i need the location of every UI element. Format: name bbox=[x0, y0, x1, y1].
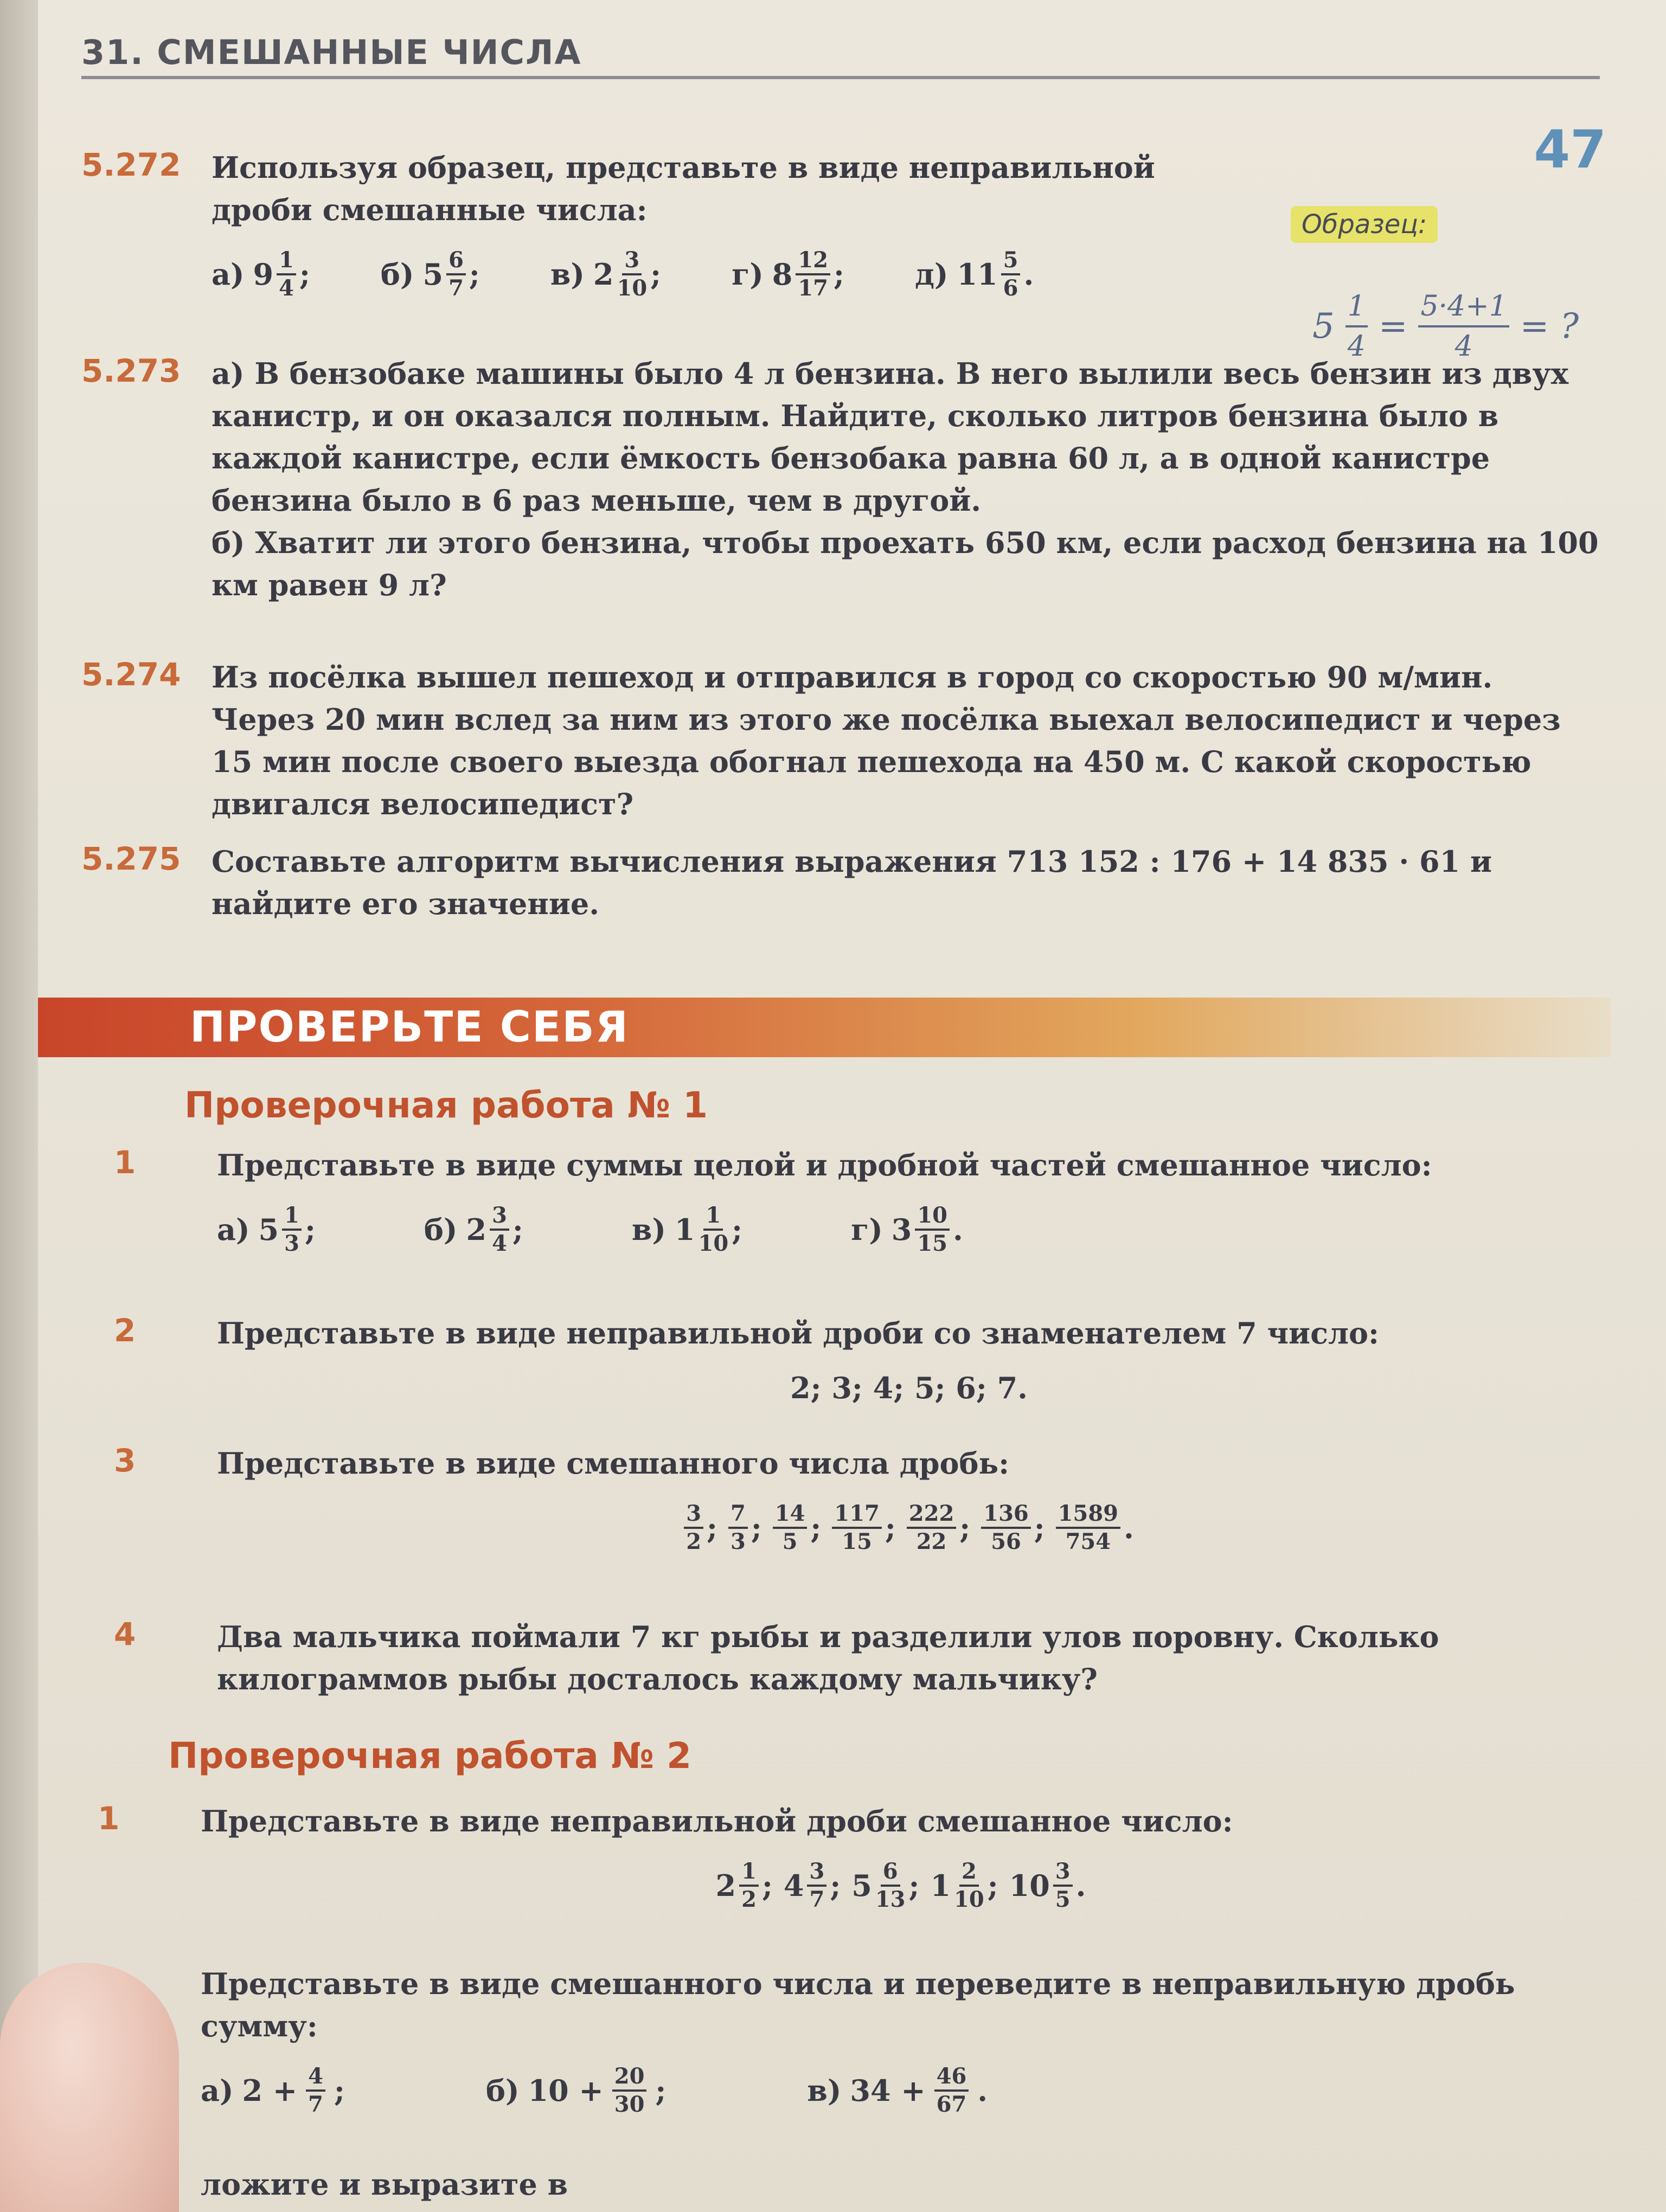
problem-text: Из посёлка вышел пешеход и отправился в город со скоростью 90 м/мин. Через 20 мин вслед за ним из этого же посёлка выехал велосипедист и через 15 мин после своего выезда обогнал пешехода на 450 м. С какой скоростью двигался велосипедист? bbox=[212, 660, 1561, 821]
sum-item bbox=[486, 2063, 666, 2118]
mixed-number bbox=[957, 247, 1034, 301]
item bbox=[732, 247, 844, 301]
item bbox=[217, 1203, 316, 1257]
fraction-item bbox=[907, 1501, 970, 1555]
denominator: 3 bbox=[284, 1231, 299, 1256]
item-label: в) bbox=[631, 1212, 666, 1247]
separator: ; bbox=[655, 2073, 667, 2108]
task-line: 2; 3; 4; 5; 6; 7. bbox=[790, 1371, 1028, 1405]
mixed-number bbox=[716, 1859, 773, 1913]
fraction bbox=[773, 1501, 808, 1555]
problem-number: 5.274 bbox=[81, 656, 181, 693]
numerator: 46 bbox=[934, 2063, 969, 2092]
task-text: Представьте в виде смешанного числа дробь: bbox=[217, 1446, 1010, 1481]
task-number: 1 bbox=[98, 1800, 120, 1837]
whole-part: 3 bbox=[891, 1212, 912, 1247]
sum-expression: 10 + bbox=[528, 2073, 604, 2108]
task-text: Представьте в виде суммы целой и дробной частей смешанное число: bbox=[217, 1148, 1432, 1182]
banner-title: ПРОВЕРЬТЕ СЕБЯ bbox=[190, 1003, 629, 1052]
mixed-number bbox=[259, 1203, 316, 1257]
sample-result: = ? bbox=[1520, 306, 1579, 346]
problem-text: Используя образец, представьте в виде неправильной дроби смешанные числа: bbox=[212, 150, 1155, 227]
numerator: 136 bbox=[981, 1501, 1031, 1529]
numerator: 3 bbox=[684, 1501, 703, 1529]
fraction-item bbox=[1056, 1501, 1134, 1555]
separator: ; bbox=[707, 1510, 717, 1545]
sum-item bbox=[201, 2063, 345, 2118]
sample-whole: 5 bbox=[1312, 306, 1335, 346]
problem-5-273 bbox=[81, 352, 1601, 606]
task-items bbox=[217, 1203, 1601, 1257]
numerator: 1589 bbox=[1056, 1501, 1120, 1529]
denominator: 2 bbox=[741, 1887, 757, 1912]
running-head: 31. СМЕШАННЫЕ ЧИСЛА bbox=[81, 33, 582, 72]
whole-part: 8 bbox=[772, 257, 793, 292]
fraction bbox=[907, 1501, 957, 1555]
numerator: 117 bbox=[832, 1501, 882, 1529]
fraction bbox=[796, 247, 830, 301]
denominator: 7 bbox=[308, 2092, 324, 2117]
test1-title: Проверочная работа № 1 bbox=[184, 1084, 708, 1126]
fraction bbox=[684, 1501, 703, 1555]
finger-overlay bbox=[0, 1963, 179, 2212]
numerator: 14 bbox=[773, 1501, 808, 1529]
separator: . bbox=[1075, 1868, 1086, 1903]
task-text: Два мальчика поймали 7 кг рыбы и разделили улов поровну. Сколько килограммов рыбы досталось каждому мальчику? bbox=[217, 1619, 1439, 1696]
fraction-item bbox=[684, 1501, 717, 1555]
sample-result-fraction: $\frac{5\cdot 4+1}{4}$ bbox=[1418, 287, 1509, 365]
item bbox=[212, 247, 310, 301]
fraction bbox=[306, 2063, 325, 2118]
separator: ; bbox=[732, 1212, 743, 1247]
separator: . bbox=[1124, 1510, 1134, 1545]
whole-part: 2 bbox=[593, 257, 614, 292]
item-label: б) bbox=[424, 1212, 458, 1247]
numerator: 2 bbox=[959, 1859, 979, 1887]
numerator: 3 bbox=[1053, 1859, 1073, 1887]
separator: ; bbox=[751, 1510, 762, 1545]
numerator: 1 bbox=[277, 247, 296, 275]
numerator: 3 bbox=[622, 247, 642, 275]
problem-text-a: а) В бензобаке машины было 4 л бензина. В него вылили весь бензин из двух канистр, и он оказался полным. Найдите, сколько литров бензина было в каждой канистре, если ёмкость бензобака равна 60 л, а в одной канистре бензина было в 6 раз меньше, чем в другой. bbox=[212, 356, 1569, 518]
separator: ; bbox=[834, 257, 844, 292]
problem-5-272 bbox=[81, 146, 1232, 301]
numerator: 5 bbox=[1001, 247, 1021, 275]
separator: ; bbox=[512, 1212, 523, 1247]
fraction bbox=[728, 1501, 748, 1555]
task-text: ложите и выразите в bbox=[201, 2167, 568, 2202]
page-edge-shadow bbox=[0, 0, 38, 2212]
fraction bbox=[739, 1859, 759, 1913]
problem-text-b: б) Хватит ли этого бензина, чтобы проехать 650 км, если расход бензина на 100 км равен 9 л? bbox=[212, 525, 1599, 602]
whole-part: 1 bbox=[674, 1212, 695, 1247]
sample-formula: 5 $\frac{1}{4}$ = $\frac{5\cdot 4+1}{4}$ = ? bbox=[1312, 287, 1579, 365]
mixed-number bbox=[675, 1203, 742, 1257]
numerator: 6 bbox=[881, 1859, 900, 1887]
problem-5-274 bbox=[81, 656, 1601, 825]
numerator: 4 bbox=[306, 2063, 325, 2092]
fraction-item bbox=[773, 1501, 822, 1555]
fraction bbox=[277, 247, 296, 301]
numerator: 20 bbox=[612, 2063, 647, 2092]
fraction bbox=[699, 1203, 729, 1257]
fraction-item bbox=[728, 1501, 762, 1555]
separator: ; bbox=[469, 257, 480, 292]
fraction bbox=[612, 2063, 647, 2118]
mixed-number bbox=[892, 1203, 963, 1257]
item-label: б) bbox=[380, 257, 414, 292]
numerator: 6 bbox=[446, 247, 466, 275]
test1-task-3 bbox=[114, 1442, 1601, 1555]
denominator: 2 bbox=[686, 1529, 702, 1554]
item-label: в) bbox=[550, 257, 585, 292]
mixed-number bbox=[466, 1203, 523, 1257]
denominator: 17 bbox=[798, 275, 828, 301]
problem-number: 5.273 bbox=[81, 352, 181, 389]
problem-items bbox=[212, 247, 1232, 301]
fraction bbox=[1053, 1859, 1073, 1913]
item-label: а) bbox=[212, 257, 245, 292]
numerator: 3 bbox=[490, 1203, 509, 1231]
page-number: 47 bbox=[1534, 119, 1606, 180]
item-label: г) bbox=[732, 257, 764, 292]
mixed-number bbox=[593, 247, 661, 301]
task-fractions bbox=[217, 1501, 1601, 1555]
test1-task-4 bbox=[114, 1616, 1601, 1700]
denominator: 67 bbox=[936, 2092, 967, 2117]
separator: ; bbox=[885, 1510, 896, 1545]
problem-text: Составьте алгоритм вычисления выражения 713 152 : 176 + 14 835 · 61 и найдите его значение. bbox=[212, 844, 1492, 921]
whole-part: 2 bbox=[466, 1212, 487, 1247]
task-number: 4 bbox=[114, 1616, 136, 1652]
denominator: 4 bbox=[492, 1231, 507, 1256]
item-label: в) bbox=[807, 2073, 842, 2108]
fraction bbox=[981, 1501, 1031, 1555]
whole-part: 9 bbox=[253, 257, 274, 292]
denominator: 10 bbox=[954, 1887, 984, 1912]
numerator: 7 bbox=[728, 1501, 748, 1529]
task-text: Представьте в виде смешанного числа и переведите в неправильную дробь сумму: bbox=[201, 1966, 1515, 2043]
sum-expression: 34 + bbox=[850, 2073, 926, 2108]
fraction bbox=[954, 1859, 984, 1913]
separator: ; bbox=[987, 1868, 998, 1903]
numerator: 222 bbox=[907, 1501, 957, 1529]
whole-part: 5 bbox=[422, 257, 444, 292]
item bbox=[424, 1203, 523, 1257]
denominator: 6 bbox=[1003, 275, 1018, 301]
fraction bbox=[934, 2063, 969, 2118]
denominator: 5 bbox=[1055, 1887, 1071, 1912]
denominator: 56 bbox=[991, 1529, 1021, 1554]
numerator: 1 bbox=[282, 1203, 302, 1231]
task-sums bbox=[201, 2063, 1601, 2118]
fraction bbox=[282, 1203, 302, 1257]
fraction bbox=[446, 247, 466, 301]
sum-item bbox=[807, 2063, 988, 2118]
mixed-number bbox=[930, 1859, 998, 1913]
fraction bbox=[832, 1501, 882, 1555]
denominator: 5 bbox=[782, 1529, 798, 1554]
item bbox=[381, 247, 480, 301]
mixed-number bbox=[253, 247, 310, 301]
numerator: 3 bbox=[807, 1859, 826, 1887]
task-mixed-numbers bbox=[201, 1859, 1601, 1913]
task-number: 3 bbox=[114, 1442, 136, 1479]
denominator: 4 bbox=[279, 275, 294, 301]
test1-task-2 bbox=[114, 1312, 1601, 1405]
fraction-item bbox=[981, 1501, 1045, 1555]
separator: ; bbox=[650, 257, 662, 292]
problem-number: 5.275 bbox=[81, 840, 181, 877]
item-label: а) bbox=[201, 2073, 234, 2108]
header-rule bbox=[81, 76, 1600, 79]
sum-expression: 2 + bbox=[242, 2073, 298, 2108]
item-label: д) bbox=[914, 257, 949, 292]
separator: ; bbox=[304, 1212, 316, 1247]
denominator: 15 bbox=[917, 1231, 947, 1256]
fraction bbox=[807, 1859, 826, 1913]
whole-part: 5 bbox=[258, 1212, 279, 1247]
fraction bbox=[617, 247, 648, 301]
check-yourself-banner bbox=[38, 998, 1611, 1057]
separator: ; bbox=[334, 2073, 345, 2108]
mixed-number bbox=[1009, 1859, 1086, 1913]
denominator: 22 bbox=[916, 1529, 947, 1554]
problem-number: 5.272 bbox=[81, 146, 181, 183]
test2-task-1 bbox=[98, 1800, 1601, 1913]
mixed-number bbox=[772, 247, 844, 301]
denominator: 7 bbox=[809, 1887, 825, 1912]
denominator: 7 bbox=[448, 275, 464, 301]
separator: . bbox=[977, 2073, 988, 2108]
item-label: г) bbox=[851, 1212, 883, 1247]
item bbox=[632, 1203, 742, 1257]
numerator: 1 bbox=[703, 1203, 723, 1231]
test2-task-2 bbox=[98, 1963, 1601, 2118]
separator: ; bbox=[1034, 1510, 1045, 1545]
separator: ; bbox=[830, 1868, 841, 1903]
numerator: 10 bbox=[915, 1203, 950, 1231]
denominator: 754 bbox=[1065, 1529, 1111, 1554]
whole-part: 10 bbox=[1009, 1868, 1050, 1903]
item bbox=[550, 247, 661, 301]
denominator: 13 bbox=[875, 1887, 906, 1912]
test2-title: Проверочная работа № 2 bbox=[168, 1735, 692, 1777]
task-number: 2 bbox=[114, 1312, 136, 1349]
whole-part: 11 bbox=[957, 257, 998, 292]
fraction bbox=[1056, 1501, 1120, 1555]
separator: . bbox=[1023, 257, 1034, 292]
numerator: 12 bbox=[796, 247, 830, 275]
separator: ; bbox=[299, 257, 310, 292]
item bbox=[851, 1203, 963, 1257]
whole-part: 4 bbox=[783, 1868, 804, 1903]
separator: . bbox=[953, 1212, 963, 1247]
test1-task-1 bbox=[114, 1144, 1601, 1257]
fraction bbox=[915, 1203, 950, 1257]
whole-part: 1 bbox=[930, 1868, 951, 1903]
test2-task-3-fragment bbox=[98, 2163, 1601, 2205]
whole-part: 2 bbox=[715, 1868, 736, 1903]
mixed-number bbox=[851, 1859, 919, 1913]
item-label: б) bbox=[485, 2073, 520, 2108]
mixed-number bbox=[784, 1859, 841, 1913]
whole-part: 5 bbox=[851, 1868, 872, 1903]
separator: ; bbox=[959, 1510, 971, 1545]
task-text: Представьте в виде неправильной дроби смешанное число: bbox=[201, 1804, 1233, 1838]
denominator: 10 bbox=[617, 275, 648, 301]
denominator: 15 bbox=[842, 1529, 872, 1554]
denominator: 30 bbox=[614, 2092, 645, 2117]
problem-5-275 bbox=[81, 840, 1601, 925]
mixed-number bbox=[422, 247, 479, 301]
item-label: а) bbox=[217, 1212, 250, 1247]
fraction bbox=[875, 1859, 906, 1913]
denominator: 10 bbox=[698, 1231, 729, 1256]
fraction-item bbox=[832, 1501, 895, 1555]
fraction bbox=[1001, 247, 1021, 301]
numerator: 1 bbox=[739, 1859, 759, 1887]
sample-label: Образец: bbox=[1291, 206, 1438, 243]
item bbox=[915, 247, 1034, 301]
separator: ; bbox=[908, 1868, 920, 1903]
task-text: Представьте в виде неправильной дроби со знаменателем 7 число: bbox=[217, 1316, 1379, 1351]
denominator: 3 bbox=[730, 1529, 746, 1554]
fraction bbox=[490, 1203, 509, 1257]
separator: ; bbox=[761, 1868, 773, 1903]
task-number: 1 bbox=[114, 1144, 136, 1181]
sample-fraction: $\frac{1}{4}$ bbox=[1345, 287, 1368, 365]
separator: ; bbox=[810, 1510, 822, 1545]
